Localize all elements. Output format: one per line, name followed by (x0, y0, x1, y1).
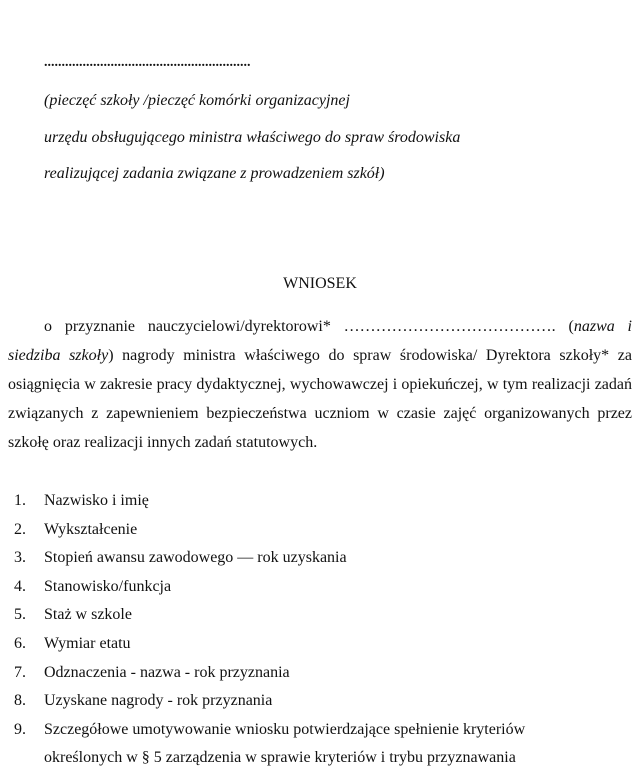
paragraph-text-1: o przyznanie nauczycielowi/dyrektorowi* …………………………………. ( (44, 318, 574, 335)
document-title: WNIOSEK (283, 275, 357, 292)
list-item-number: 4. (14, 577, 26, 595)
list-item (8, 601, 632, 630)
list-item-number: 7. (14, 663, 26, 681)
list-item (8, 487, 632, 516)
stamp-caption-line-1: (pieczęć szkoły /pieczęć komórki organizacyjnej (44, 92, 350, 109)
list-item-number: 6. (14, 634, 26, 652)
list-item-label: Szczegółowe umotywowanie wniosku potwierdzające spełnienie kryteriów określonych w § 5 zarządzenia w sprawie kryteriów i trybu przyznawania (44, 720, 526, 767)
stamp-caption-line-3: realizującej zadania związane z prowadzeniem szkół) (44, 165, 385, 182)
list-item-number: 1. (14, 492, 26, 509)
list-item-number: 9. (14, 720, 26, 738)
list-item (8, 630, 632, 659)
stamp-caption-line-2: urzędu obsługującego ministra właściwego do spraw środowiska (44, 129, 461, 146)
list-item (8, 716, 632, 773)
list-item-label: Stopień awansu zawodowego — rok uzyskania (44, 549, 347, 567)
paragraph-text-2: ) nagrody ministra właściwego do spraw środowiska/ Dyrektora szkoły* za osiągnięcia w zakresie pracy dydaktycznej, wychowawczej i opiekuńczej, w tym realizacji zadań związanych z zapewnieniem bezpieczeństwa uczniom w czasie zajęć organizowanych przez szkołę oraz realizacji innych zadań statutowych. (8, 347, 632, 451)
list-item (8, 544, 632, 573)
list-item-label: Wykształcenie (44, 520, 138, 538)
list-item-label: Staż w szkole (44, 606, 132, 624)
list-item (8, 573, 632, 602)
request-paragraph (8, 312, 632, 457)
paragraph-text-italic: nazwa i siedziba szkoły (8, 318, 633, 364)
list-item-number: 3. (14, 549, 26, 567)
list-item-label: Wymiar etatu (44, 634, 131, 652)
list-item-label: Stanowisko/funkcja (44, 577, 172, 595)
list-item (8, 687, 632, 716)
form-fields-list (8, 487, 632, 773)
list-item-number: 5. (14, 606, 26, 624)
list-item-label: Odznaczenia - nazwa - rok przyznania (44, 663, 290, 681)
list-item (8, 659, 632, 688)
list-item-label: Uzyskane nagrody - rok przyznania (44, 692, 273, 710)
list-item-label: Nazwisko i imię (44, 492, 149, 509)
list-item-number: 2. (14, 520, 26, 538)
list-item-number: 8. (14, 692, 26, 710)
stamp-placeholder-dots: ........................................................... (44, 55, 251, 70)
list-item (8, 516, 632, 545)
